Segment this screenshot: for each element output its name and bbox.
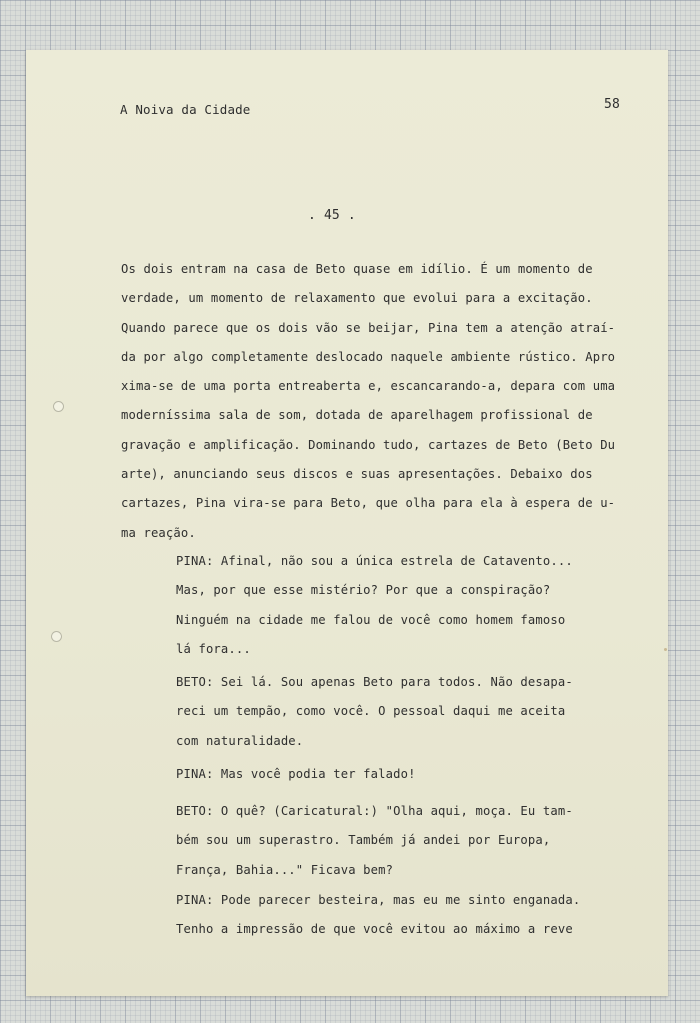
document-title: A Noiva da Cidade	[120, 102, 251, 117]
dialogue-block	[176, 797, 573, 885]
dialogue-line: com naturalidade.	[176, 733, 304, 748]
punch-hole-bottom	[51, 631, 62, 642]
dialogue-line: reci um tempão, como você. O pessoal daqui me aceita	[176, 704, 566, 719]
text-line: moderníssima sala de som, dotada de aparelhagem profissional de	[121, 408, 593, 423]
scene-description	[121, 255, 615, 548]
scene-number: . 45 .	[308, 208, 356, 223]
dialogue-line: Mas, por que esse mistério? Por que a conspiração?	[176, 583, 551, 598]
page-number: 58	[604, 97, 620, 112]
dialogue-line: lá fora...	[176, 642, 251, 657]
paper-stain	[664, 648, 667, 651]
text-line: arte), anunciando seus discos e suas apresentações. Debaixo dos	[121, 467, 593, 482]
dialogue-line: PINA: Pode parecer besteira, mas eu me sinto enganada.	[176, 893, 581, 907]
dialogue-line: França, Bahia..." Ficava bem?	[176, 862, 394, 877]
text-line: verdade, um momento de relaxamento que evolui para a excitação.	[121, 291, 593, 306]
text-line: ma reação.	[121, 525, 196, 540]
dialogue-block	[176, 760, 416, 789]
dialogue-block	[176, 547, 573, 665]
dialogue-line: bém sou um superastro. Também já andei por Europa,	[176, 833, 551, 848]
text-line: gravação e amplificação. Dominando tudo, cartazes de Beto (Beto Du	[121, 437, 616, 452]
dialogue-line: Ninguém na cidade me falou de você como homem famoso	[176, 612, 566, 627]
dialogue-line: BETO: Sei lá. Sou apenas Beto para todos. Não desapa-	[176, 675, 573, 689]
punch-hole-top	[53, 401, 64, 412]
text-line: Os dois entram na casa de Beto quase em idílio. É um momento de	[121, 262, 593, 276]
dialogue-line: PINA: Mas você podia ter falado!	[176, 767, 416, 781]
text-line: Quando parece que os dois vão se beijar, Pina tem a atenção atraí-	[121, 320, 616, 335]
dialogue-block	[176, 886, 580, 945]
dialogue-line: PINA: Afinal, não sou a única estrela de Catavento...	[176, 554, 573, 568]
dialogue-line: BETO: O quê? (Caricatural:) "Olha aqui, moça. Eu tam-	[176, 804, 573, 818]
typewritten-page	[26, 50, 668, 996]
dialogue-line: Tenho a impressão de que você evitou ao máximo a reve	[176, 922, 573, 937]
dialogue-block	[176, 668, 573, 756]
text-line: xima-se de uma porta entreaberta e, escancarando-a, depara com uma	[121, 379, 616, 394]
text-line: da por algo completamente deslocado naquele ambiente rústico. Apro	[121, 349, 616, 364]
text-line: cartazes, Pina vira-se para Beto, que olha para ela à espera de u-	[121, 496, 616, 511]
